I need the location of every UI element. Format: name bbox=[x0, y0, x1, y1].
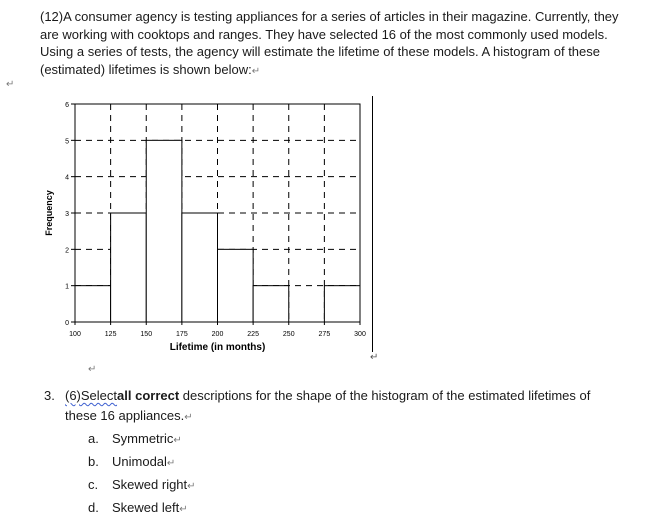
intro-paragraph bbox=[40, 8, 652, 80]
option-c[interactable] bbox=[88, 474, 196, 497]
intro-line-2: are working with cooktops and ranges. They have selected 16 of the most commonly used models. bbox=[40, 26, 608, 42]
paragraph-mark-left: ↵ bbox=[6, 79, 15, 90]
y-tick-label: 0 bbox=[65, 320, 69, 327]
histogram-bar bbox=[75, 286, 111, 322]
x-tick-label: 200 bbox=[211, 331, 224, 338]
paragraph-mark: ↵ bbox=[251, 65, 261, 77]
histogram-chart bbox=[40, 96, 385, 366]
paragraph-mark: ↵ bbox=[187, 481, 196, 492]
x-tick-label: 225 bbox=[247, 331, 259, 338]
x-tick-label: 250 bbox=[282, 331, 295, 338]
y-tick-label: 1 bbox=[65, 283, 69, 291]
option-b[interactable] bbox=[88, 451, 196, 474]
y-tick-label: 3 bbox=[65, 211, 69, 218]
y-tick-label: 6 bbox=[65, 102, 69, 109]
histogram-bar bbox=[324, 286, 360, 322]
question-number: 3. bbox=[44, 388, 55, 403]
x-tick-label: 100 bbox=[69, 331, 81, 338]
histogram-bar bbox=[253, 286, 289, 322]
paragraph-mark: ↵ bbox=[173, 435, 182, 446]
x-axis-label: Lifetime (in months) bbox=[169, 342, 266, 353]
option-text: Unimodal bbox=[112, 454, 167, 469]
answer-options bbox=[88, 428, 196, 520]
chart-paragraph-mark: ↵ bbox=[370, 352, 379, 363]
histogram-bar bbox=[146, 140, 182, 322]
option-text: Symmetric bbox=[112, 431, 174, 446]
question-line-2: these 16 appliances. bbox=[65, 408, 185, 423]
question-3 bbox=[44, 386, 644, 428]
option-letter: d. bbox=[88, 500, 99, 515]
x-tick-label: 125 bbox=[104, 331, 117, 338]
chart-right-border bbox=[372, 96, 373, 352]
intro-line-3: Using a series of tests, the agency will estimate the lifetime of these models. A histogram of these bbox=[40, 44, 600, 59]
option-text: Skewed right bbox=[112, 477, 188, 492]
paragraph-mark: ↵ bbox=[179, 504, 188, 515]
histogram-bar bbox=[218, 249, 254, 322]
option-letter: b. bbox=[88, 454, 99, 469]
histogram-bar bbox=[182, 213, 218, 322]
option-letter: a. bbox=[88, 431, 99, 446]
option-a[interactable] bbox=[88, 428, 196, 451]
intro-line-4: (estimated) lifetimes is shown below: bbox=[40, 61, 252, 77]
x-tick-label: 300 bbox=[354, 331, 366, 338]
histogram-bar bbox=[111, 213, 147, 322]
y-axis-label: Frequency bbox=[44, 190, 54, 236]
empty-paragraph-mark: ↵ bbox=[88, 364, 97, 375]
option-d[interactable] bbox=[88, 497, 196, 520]
y-tick-label: 5 bbox=[65, 138, 69, 146]
histogram-svg bbox=[40, 96, 385, 366]
x-tick-label: 175 bbox=[176, 331, 188, 338]
question-line-1: descriptions for the shape of the histogram of the estimated lifetimes of bbox=[179, 388, 591, 403]
intro-line-1: (12)A consumer agency is testing appliances for a series of articles in their magazine. Currently, they bbox=[40, 9, 619, 24]
option-letter: c. bbox=[88, 477, 99, 492]
paragraph-mark: ↵ bbox=[166, 458, 176, 469]
question-prefix: (6)Select bbox=[65, 388, 118, 403]
x-tick-label: 150 bbox=[140, 331, 153, 338]
y-tick-label: 2 bbox=[65, 247, 69, 255]
question-bold: all correct bbox=[117, 388, 180, 403]
y-tick-label: 4 bbox=[65, 174, 69, 182]
option-text: Skewed left bbox=[112, 500, 180, 515]
x-tick-label: 275 bbox=[318, 331, 331, 338]
paragraph-mark: ↵ bbox=[184, 412, 193, 423]
